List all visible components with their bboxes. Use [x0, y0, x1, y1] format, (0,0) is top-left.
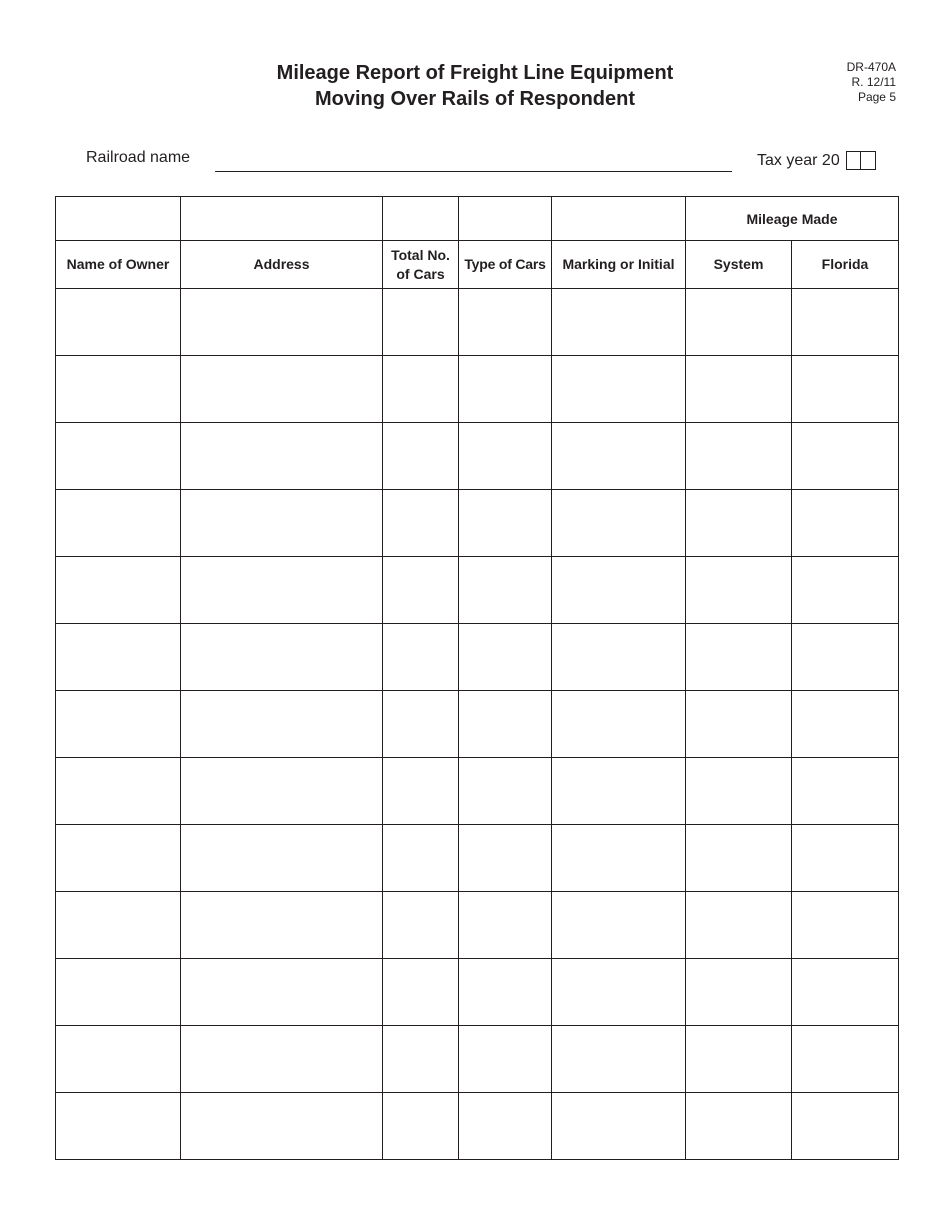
cell-address-field[interactable]: [181, 490, 383, 557]
cell-system-field[interactable]: [686, 624, 792, 691]
railroad-name-field[interactable]: [215, 171, 732, 172]
cell-type-field[interactable]: [459, 624, 552, 691]
cell-system-field[interactable]: [686, 490, 792, 557]
cell-total-field[interactable]: [383, 624, 459, 691]
cell-florida-field[interactable]: [792, 825, 899, 892]
cell-owner-field[interactable]: [56, 892, 181, 959]
cell-total-field[interactable]: [383, 1026, 459, 1093]
cell-system-field[interactable]: [686, 289, 792, 356]
cell-address-field[interactable]: [181, 892, 383, 959]
cell-marking-field[interactable]: [552, 490, 686, 557]
cell-owner-field[interactable]: [56, 557, 181, 624]
cell-type-field[interactable]: [459, 423, 552, 490]
cell-marking-field[interactable]: [552, 557, 686, 624]
cell-total-field[interactable]: [383, 825, 459, 892]
mileage-table: [55, 196, 899, 1160]
cell-florida-field[interactable]: [792, 423, 899, 490]
cell-owner-field[interactable]: [56, 959, 181, 1026]
table-header-group-row: [56, 197, 899, 241]
table-row: [56, 959, 899, 1026]
cell-florida-field[interactable]: [792, 959, 899, 1026]
cell-type-field[interactable]: [459, 825, 552, 892]
cell-owner-field[interactable]: [56, 423, 181, 490]
table-row: [56, 1093, 899, 1160]
cell-address-field[interactable]: [181, 356, 383, 423]
cell-system-field[interactable]: [686, 892, 792, 959]
column-header-total-cars-line-2: of Cars: [396, 265, 445, 282]
cell-address-field[interactable]: [181, 1026, 383, 1093]
cell-address-field[interactable]: [181, 624, 383, 691]
cell-system-field[interactable]: [686, 1093, 792, 1160]
cell-marking-field[interactable]: [552, 289, 686, 356]
table-row: [56, 423, 899, 490]
cell-total-field[interactable]: [383, 959, 459, 1026]
table-row: [56, 825, 899, 892]
cell-type-field[interactable]: [459, 356, 552, 423]
cell-type-field[interactable]: [459, 892, 552, 959]
column-header-address: Address: [181, 241, 383, 289]
cell-marking-field[interactable]: [552, 758, 686, 825]
column-header-marking: Marking or Initial: [552, 241, 686, 289]
cell-total-field[interactable]: [383, 423, 459, 490]
header-spacer-type: [459, 197, 552, 241]
form-number: DR-470A: [846, 60, 896, 74]
header-spacer-total: [383, 197, 459, 241]
cell-system-field[interactable]: [686, 356, 792, 423]
cell-address-field[interactable]: [181, 423, 383, 490]
cell-address-field[interactable]: [181, 959, 383, 1026]
cell-marking-field[interactable]: [552, 356, 686, 423]
form-revision: R. 12/11: [851, 75, 896, 89]
cell-address-field[interactable]: [181, 289, 383, 356]
cell-marking-field[interactable]: [552, 423, 686, 490]
cell-marking-field[interactable]: [552, 624, 686, 691]
cell-system-field[interactable]: [686, 825, 792, 892]
cell-florida-field[interactable]: [792, 490, 899, 557]
cell-type-field[interactable]: [459, 691, 552, 758]
mileage-made-header: Mileage Made: [686, 197, 899, 241]
column-header-florida: Florida: [792, 241, 899, 289]
table-body: [56, 289, 899, 1160]
cell-address-field[interactable]: [181, 557, 383, 624]
cell-owner-field[interactable]: [56, 490, 181, 557]
cell-florida-field[interactable]: [792, 758, 899, 825]
railroad-name-label: Railroad name: [86, 149, 191, 166]
cell-system-field[interactable]: [686, 557, 792, 624]
cell-type-field[interactable]: [459, 1093, 552, 1160]
cell-marking-field[interactable]: [552, 1093, 686, 1160]
cell-florida-field[interactable]: [792, 356, 899, 423]
header-spacer-owner: [56, 197, 181, 241]
cell-address-field[interactable]: [181, 691, 383, 758]
table-row: [56, 557, 899, 624]
table-row: [56, 356, 899, 423]
tax-year-group: [757, 151, 876, 170]
cell-owner-field[interactable]: [56, 1026, 181, 1093]
cell-total-field[interactable]: [383, 490, 459, 557]
cell-system-field[interactable]: [686, 758, 792, 825]
table-row: [56, 490, 899, 557]
cell-florida-field[interactable]: [792, 892, 899, 959]
header-spacer-address: [181, 197, 383, 241]
cell-marking-field[interactable]: [552, 691, 686, 758]
cell-marking-field[interactable]: [552, 959, 686, 1026]
cell-type-field[interactable]: [459, 490, 552, 557]
cell-total-field[interactable]: [383, 356, 459, 423]
cell-type-field[interactable]: [459, 289, 552, 356]
cell-address-field[interactable]: [181, 758, 383, 825]
cell-total-field[interactable]: [383, 892, 459, 959]
cell-owner-field[interactable]: [56, 825, 181, 892]
cell-type-field[interactable]: [459, 1026, 552, 1093]
cell-type-field[interactable]: [459, 959, 552, 1026]
cell-type-field[interactable]: [459, 557, 552, 624]
form-title-line-2: Moving Over Rails of Respondent: [314, 88, 636, 110]
cell-florida-field[interactable]: [792, 1093, 899, 1160]
cell-marking-field[interactable]: [552, 1026, 686, 1093]
form-identifier: [847, 60, 896, 105]
cell-total-field[interactable]: [383, 557, 459, 624]
tax-year-boxes: [846, 151, 876, 170]
cell-owner-field[interactable]: [56, 691, 181, 758]
cell-address-field[interactable]: [181, 1093, 383, 1160]
cell-system-field[interactable]: [686, 1026, 792, 1093]
cell-marking-field[interactable]: [552, 825, 686, 892]
column-header-owner: Name of Owner: [56, 241, 181, 289]
table-row: [56, 624, 899, 691]
cell-owner-field[interactable]: [56, 758, 181, 825]
column-header-total-cars: [383, 241, 459, 289]
table-row: [56, 892, 899, 959]
cell-florida-field[interactable]: [792, 691, 899, 758]
cell-total-field[interactable]: [383, 691, 459, 758]
cell-marking-field[interactable]: [552, 892, 686, 959]
table-row: [56, 691, 899, 758]
cell-owner-field[interactable]: [56, 1093, 181, 1160]
tax-year-label: Tax year 20: [757, 151, 840, 169]
page-number: Page 5: [857, 90, 896, 104]
column-header-system: System: [686, 241, 792, 289]
form-title-line-1: Mileage Report of Freight Line Equipment: [276, 62, 674, 84]
cell-florida-field[interactable]: [792, 557, 899, 624]
tax-year-digit-2-field[interactable]: [861, 151, 876, 170]
form-title: [180, 60, 770, 112]
table-row: [56, 758, 899, 825]
cell-system-field[interactable]: [686, 691, 792, 758]
cell-address-field[interactable]: [181, 825, 383, 892]
cell-owner-field[interactable]: [56, 624, 181, 691]
header-spacer-marking: [552, 197, 686, 241]
cell-total-field[interactable]: [383, 758, 459, 825]
cell-system-field[interactable]: [686, 423, 792, 490]
cell-florida-field[interactable]: [792, 1026, 899, 1093]
cell-owner-field[interactable]: [56, 356, 181, 423]
cell-type-field[interactable]: [459, 758, 552, 825]
table-row: [56, 289, 899, 356]
cell-system-field[interactable]: [686, 959, 792, 1026]
cell-total-field[interactable]: [383, 289, 459, 356]
column-header-type-of-cars: Type of Cars: [459, 241, 552, 289]
cell-owner-field[interactable]: [56, 289, 181, 356]
cell-total-field[interactable]: [383, 1093, 459, 1160]
cell-florida-field[interactable]: [792, 624, 899, 691]
tax-year-digit-1-field[interactable]: [846, 151, 861, 170]
cell-florida-field[interactable]: [792, 289, 899, 356]
table-header-row: [56, 241, 899, 289]
table-row: [56, 1026, 899, 1093]
column-header-total-cars-line-1: Total No.: [391, 246, 450, 263]
